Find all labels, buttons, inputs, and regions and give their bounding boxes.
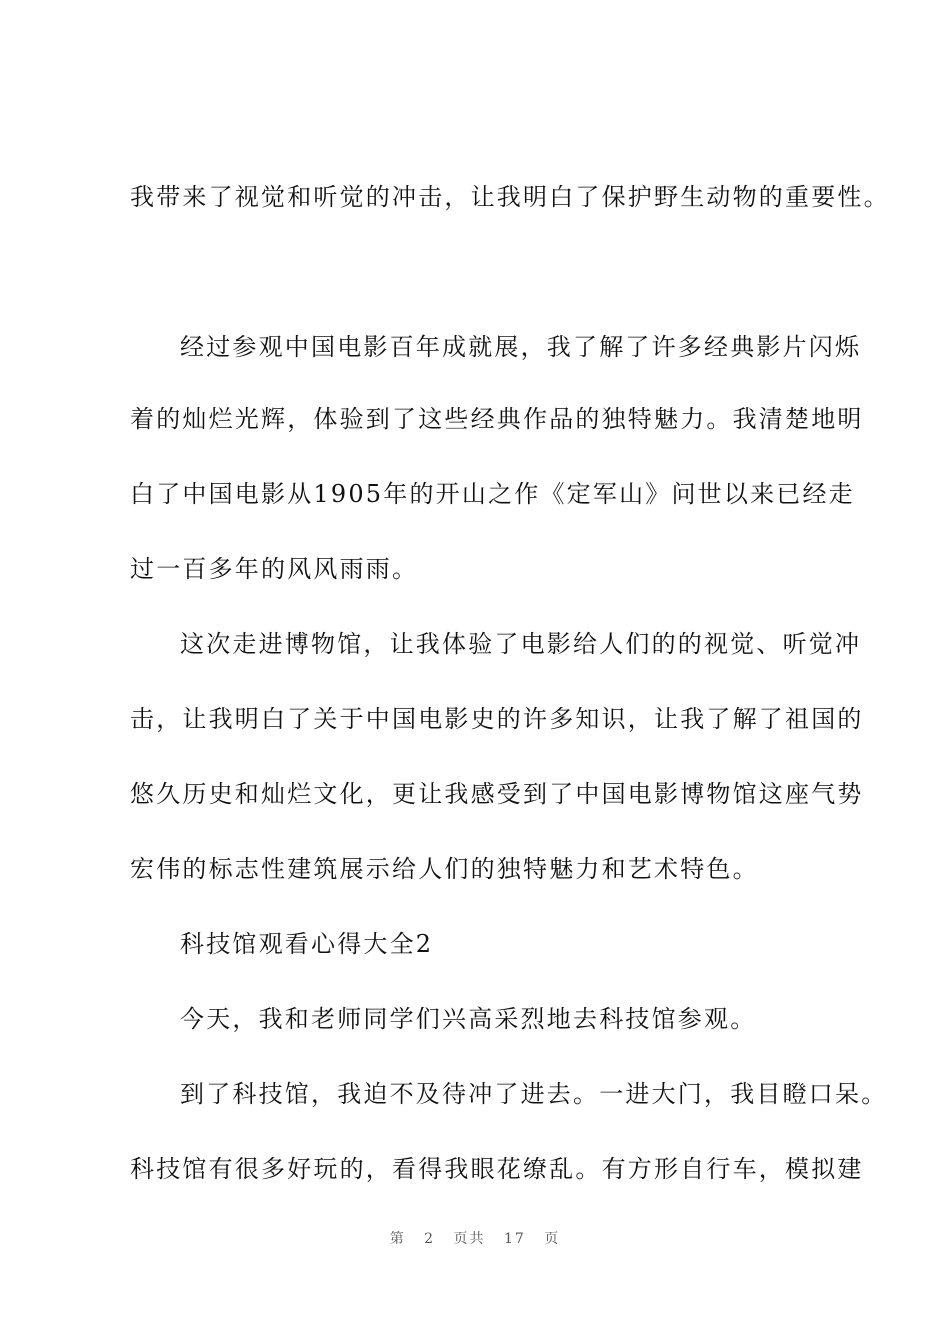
footer-middle: 页共 [453,1231,486,1247]
text-line: 这次走进博物馆，让我体验了电影给人们的的视觉、听觉冲 [180,630,862,658]
footer-prefix: 第 [389,1231,406,1247]
footer-suffix: 页 [544,1231,561,1247]
text-line: 悠久历史和灿烂文化，更让我感受到了中国电影博物馆这座气势 [130,780,864,808]
text-line: 白了中国电影从1905年的开山之作《定军山》问世以来已经走 [130,480,855,508]
text-line: 我带来了视觉和听觉的冲击，让我明白了保护野生动物的重要性。 [130,183,890,211]
text-line: 科技馆有很多好玩的，看得我眼花缭乱。有方形自行车，模拟建 [130,1155,864,1183]
text-line: 着的灿烂光辉，体验到了这些经典作品的独特魅力。我清楚地明 [130,405,864,433]
text-line: 今天，我和老师同学们兴高采烈地去科技馆参观。 [180,1005,757,1033]
text-line: 经过参观中国电影百年成就展，我了解了许多经典影片闪烁 [180,333,862,361]
text-line: 到了科技馆，我迫不及待冲了进去。一进大门，我目瞪口呆。 [180,1080,888,1108]
page-footer [0,1228,950,1248]
section-heading: 科技馆观看心得大全2 [180,930,434,958]
text-line: 击，让我明白了关于中国电影史的许多知识，让我了解了祖国的 [130,705,864,733]
text-line: 过一百多年的风风雨雨。 [130,555,419,583]
page-number: 2 [424,1231,436,1247]
text-line: 宏伟的标志性建筑展示给人们的独特魅力和艺术特色。 [130,855,759,883]
page-total: 17 [504,1231,526,1247]
